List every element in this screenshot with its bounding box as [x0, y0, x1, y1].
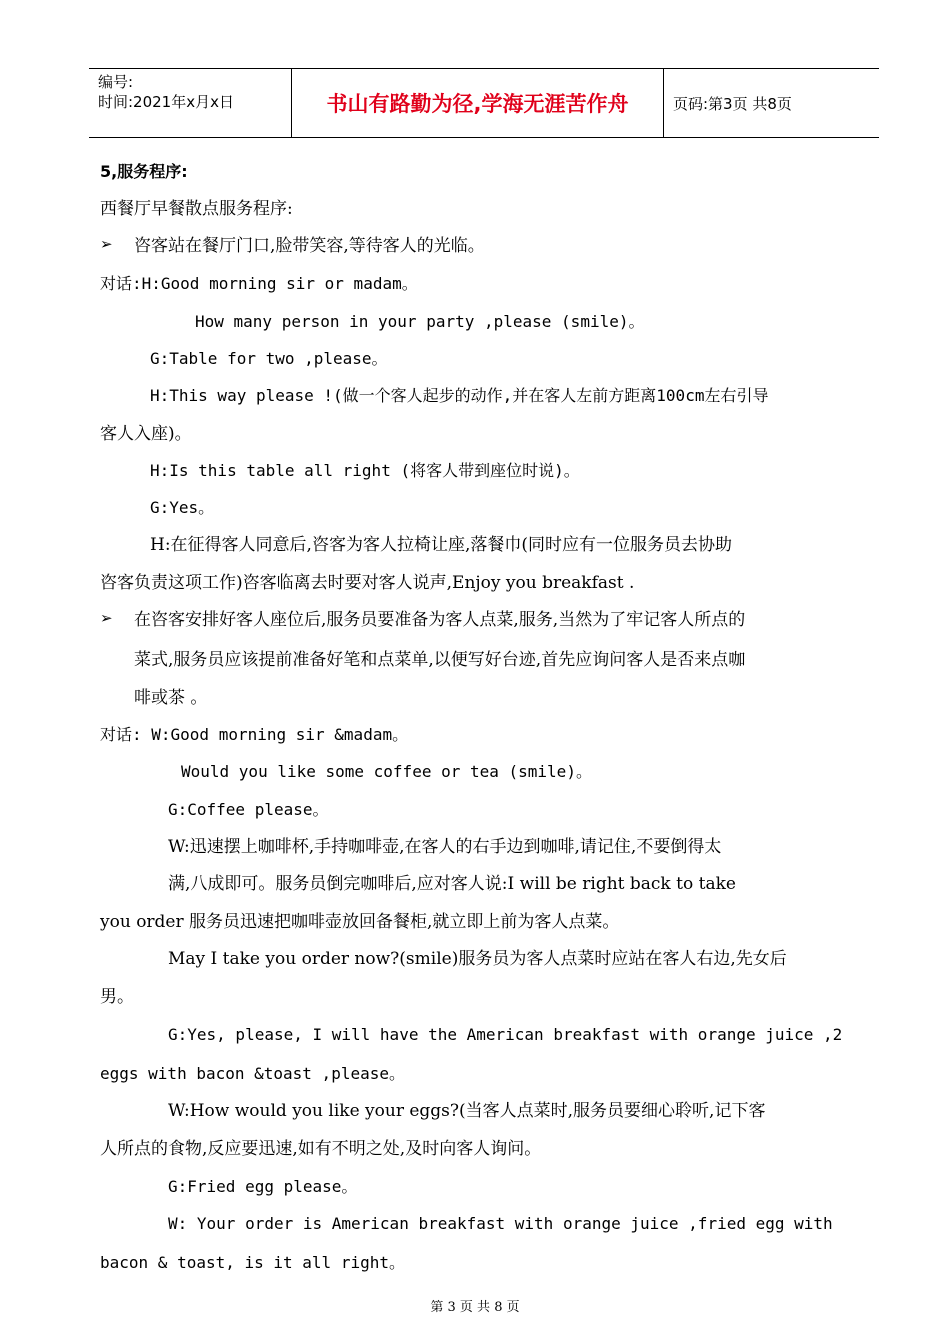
text-line: 菜式,服务员应该提前准备好笔和点菜单,以便写好台迹,首先应询问客人是否来点咖 — [134, 650, 746, 670]
serial-label: 编号: — [98, 73, 134, 91]
text-line: G:Yes。 — [150, 498, 215, 517]
page-header — [89, 68, 879, 138]
text-line: bacon & toast, is it all right。 — [100, 1253, 405, 1272]
header-divider — [663, 69, 664, 137]
text-line: G:Yes, please, I will have the American breakfast with orange juice ,2 — [168, 1025, 843, 1044]
text-line: 咨客站在餐厅门口,脸带笑容,等待客人的光临。 — [134, 236, 485, 256]
text-line: H:This way please !(做一个客人起步的动作,并在客人左前方距离100cm左右引导 — [150, 386, 769, 405]
page-footer: 第 3 页 共 8 页 — [430, 1300, 520, 1315]
text-line: you order 服务员迅速把咖啡壶放回备餐柜,就立即上前为客人点菜。 — [100, 912, 620, 932]
text-line: 满,八成即可。服务员倒完咖啡后,应对客人说:I will be right back to take — [168, 874, 736, 894]
text-line: 人所点的食物,反应要迅速,如有不明之处,及时向客人询问。 — [100, 1139, 542, 1159]
text-line: 西餐厅早餐散点服务程序: — [100, 199, 293, 219]
text-line: W: Your order is American breakfast with orange juice ,fried egg with — [168, 1214, 833, 1233]
text-line: W:How would you like your eggs?(当客人点菜时,服务员要细心聆听,记下客 — [168, 1101, 766, 1121]
text-line: eggs with bacon &toast ,please。 — [100, 1064, 405, 1083]
bullet-icon: ➢ — [100, 609, 113, 627]
text-line: G:Table for two ,please。 — [150, 349, 388, 368]
header-meta — [98, 72, 234, 112]
text-line: 对话:H:Good morning sir or madam。 — [100, 274, 418, 293]
bullet-icon: ➢ — [100, 235, 113, 253]
text-line: H:在征得客人同意后,咨客为客人拉椅让座,落餐巾(同时应有一位服务员去协助 — [150, 535, 732, 555]
text-line: 在咨客安排好客人座位后,服务员要准备为客人点菜,服务,当然为了牢记客人所点的 — [134, 610, 746, 630]
text-line: How many person in your party ,please (smile)。 — [195, 312, 645, 331]
section-heading: 5,服务程序: — [100, 162, 188, 181]
text-line: 对话: W:Good morning sir &madam。 — [100, 725, 409, 744]
text-line: May I take you order now?(smile)服务员为客人点菜时应站在客人右边,先女后 — [168, 949, 787, 969]
text-line: 啡或茶 。 — [134, 688, 208, 708]
text-line: G:Coffee please。 — [168, 800, 329, 819]
text-line: W:迅速摆上咖啡杯,手持咖啡壶,在客人的右手边到咖啡,请记住,不要倒得太 — [168, 837, 722, 857]
text-line: 客人入座)。 — [100, 424, 192, 444]
header-motto: 书山有路勤为径,学海无涯苦作舟 — [326, 92, 629, 116]
text-line: 咨客负责这项工作)咨客临离去时要对客人说声,Enjoy you breakfast . — [100, 573, 635, 593]
text-line: 男。 — [100, 987, 134, 1007]
text-line: G:Fried egg please。 — [168, 1177, 358, 1196]
text-line: H:Is this table all right (将客人带到座位时说)。 — [150, 461, 580, 480]
page-number-label: 页码:第3页 共8页 — [673, 95, 792, 113]
text-line: Would you like some coffee or tea (smile)。 — [181, 762, 592, 781]
time-label: 时间:2021年x月x日 — [98, 93, 234, 111]
